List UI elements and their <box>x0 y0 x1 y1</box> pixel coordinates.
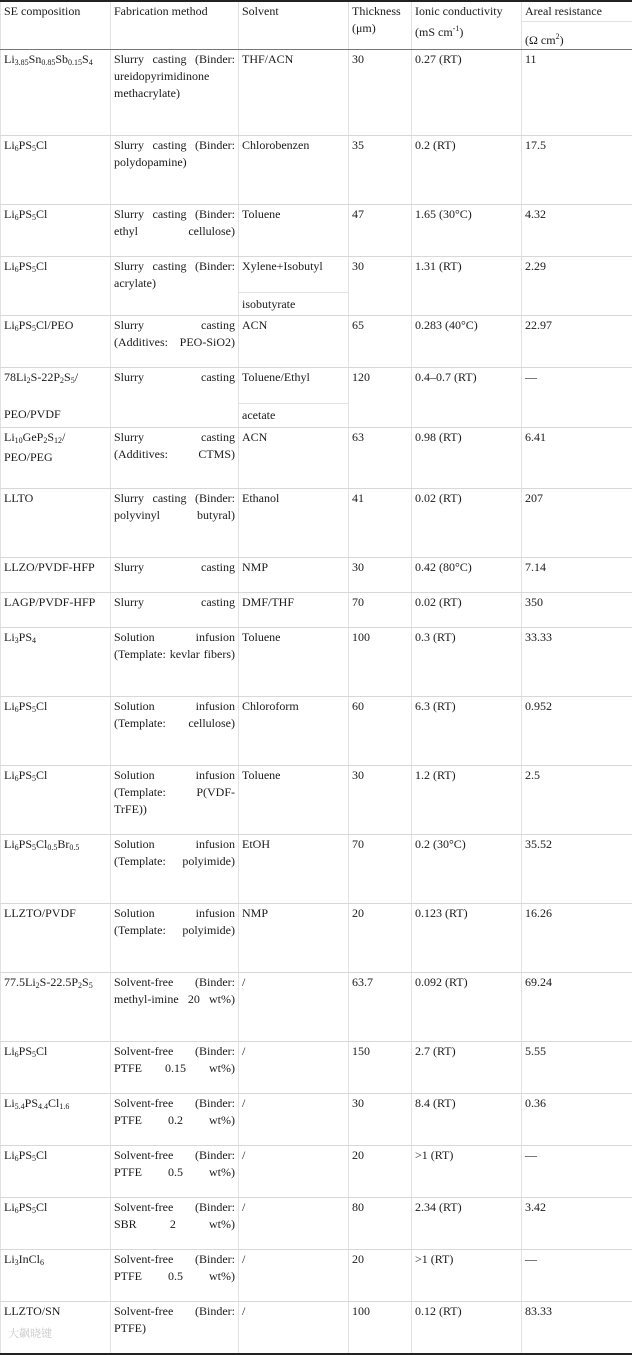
table-row <box>1 1042 632 1094</box>
cell-method: Slurry casting <box>111 368 239 428</box>
solvent-text: NMP <box>242 560 268 574</box>
cell-composition <box>1 973 111 1042</box>
cell-thickness: 80 <box>349 1198 412 1250</box>
cell-resistance: 16.26 <box>522 904 632 973</box>
cell-solvent <box>239 257 349 316</box>
cell-conductivity: 0.98 (RT) <box>412 428 522 489</box>
cell-solvent <box>239 205 349 257</box>
composition-text: $78Li_2S-22P_2S_5/$ <box>4 370 78 384</box>
header-thickness-label: Thickness <box>352 4 401 18</box>
table-row <box>1 628 632 697</box>
cell-method: Slurry casting (Binder: ureidopyrimidinone methacrylate) <box>111 50 239 136</box>
cell-composition <box>1 697 111 766</box>
solvent-text: Xylene+Isobutyl <box>242 259 323 273</box>
cell-solvent <box>239 628 349 697</box>
cell-composition <box>1 136 111 205</box>
cell-conductivity: 0.4–0.7 (RT) <box>412 368 522 428</box>
cell-composition <box>1 766 111 835</box>
header-thickness-unit: (μm) <box>352 21 376 35</box>
cell-solvent <box>239 136 349 205</box>
composition-text: $Li_6PS_5Cl_{0.5}Br_{0.5}$ <box>4 837 79 851</box>
cell-resistance: 3.42 <box>522 1198 632 1250</box>
solvent-text: / <box>242 1096 245 1110</box>
composition-text: $Li_6PS_5Cl$ <box>4 138 47 152</box>
table-row <box>1 316 632 368</box>
cell-method: Solution infusion (Template: P(VDF-TrFE)) <box>111 766 239 835</box>
table-row <box>1 558 632 593</box>
table-row <box>1 368 632 428</box>
composition-text: LAGP/PVDF-HFP <box>4 595 95 609</box>
cell-solvent <box>239 697 349 766</box>
table-row <box>1 50 632 136</box>
cell-thickness: 60 <box>349 697 412 766</box>
cell-solvent <box>239 904 349 973</box>
composition-text: $Li_6PS_5Cl$ <box>4 1200 47 1214</box>
cell-method: Solvent-free (Binder: methyl-imine 20 wt%) <box>111 973 239 1042</box>
cell-conductivity: 1.2 (RT) <box>412 766 522 835</box>
header-solvent: Solvent <box>239 1 349 50</box>
table-row <box>1 1302 632 1355</box>
cell-composition <box>1 1198 111 1250</box>
cell-composition <box>1 50 111 136</box>
cell-method: Solution infusion (Template: polyimide) <box>111 904 239 973</box>
cell-composition <box>1 316 111 368</box>
cell-composition <box>1 628 111 697</box>
cell-method: Slurry casting <box>111 558 239 593</box>
cell-resistance: 0.36 <box>522 1094 632 1146</box>
cell-conductivity: 8.4 (RT) <box>412 1094 522 1146</box>
composition-text: $Li_6PS_5Cl$ <box>4 1044 47 1058</box>
composition-continuation: PEO/PVDF <box>4 406 107 423</box>
composition-text: $Li_6PS_5Cl$ <box>4 699 47 713</box>
solvent-text: ACN <box>242 430 267 444</box>
cell-resistance: 4.32 <box>522 205 632 257</box>
cell-thickness: 70 <box>349 835 412 904</box>
cell-solvent <box>239 316 349 368</box>
solvent-text: Toluene/Ethyl <box>242 370 310 384</box>
table-row <box>1 257 632 316</box>
solvent-text: THF/ACN <box>242 52 293 66</box>
cell-resistance: — <box>522 1146 632 1198</box>
cell-composition <box>1 558 111 593</box>
cell-conductivity: 0.42 (80°C) <box>412 558 522 593</box>
cell-solvent <box>239 368 349 428</box>
solvent-text: Toluene <box>242 768 280 782</box>
cell-thickness: 30 <box>349 257 412 316</box>
cell-method: Solution infusion (Template: cellulose) <box>111 697 239 766</box>
solvent-text: ACN <box>242 318 267 332</box>
table-row <box>1 136 632 205</box>
cell-composition <box>1 428 111 489</box>
cell-resistance: 22.97 <box>522 316 632 368</box>
cell-method: Slurry casting (Binder: polyvinyl butyral) <box>111 489 239 558</box>
header-thickness <box>349 1 412 50</box>
cell-solvent <box>239 50 349 136</box>
cell-composition <box>1 1042 111 1094</box>
solvent-continuation: isobutyrate <box>239 292 348 313</box>
cell-solvent <box>239 593 349 628</box>
cell-conductivity: 1.65 (30°C) <box>412 205 522 257</box>
solvent-text: / <box>242 1148 245 1162</box>
composition-text: $77.5Li_2S-22.5P_2S_5$ <box>4 975 93 989</box>
cell-thickness: 100 <box>349 1302 412 1355</box>
cell-resistance: 83.33 <box>522 1302 632 1355</box>
table-row <box>1 1250 632 1302</box>
table-row <box>1 1094 632 1146</box>
cell-method: Solvent-free (Binder: SBR 2 wt%) <box>111 1198 239 1250</box>
cell-conductivity: 0.2 (RT) <box>412 136 522 205</box>
cell-thickness: 100 <box>349 628 412 697</box>
solvent-text: NMP <box>242 906 268 920</box>
cell-solvent <box>239 1094 349 1146</box>
solvent-text: Toluene <box>242 207 280 221</box>
cell-conductivity: 0.02 (RT) <box>412 489 522 558</box>
cell-resistance: 0.952 <box>522 697 632 766</box>
composition-text: LLZTO/SN <box>4 1304 60 1318</box>
cell-thickness: 30 <box>349 1094 412 1146</box>
cell-method: Solvent-free (Binder: PTFE 0.5 wt%) <box>111 1250 239 1302</box>
cell-resistance: 33.33 <box>522 628 632 697</box>
table-row <box>1 489 632 558</box>
cell-thickness: 30 <box>349 766 412 835</box>
cell-conductivity: 0.2 (30°C) <box>412 835 522 904</box>
composition-text-2: PEO/PEG <box>4 450 53 464</box>
composition-text: $Li_6PS_5Cl$ <box>4 768 47 782</box>
solvent-text: / <box>242 1200 245 1214</box>
header-method: Fabrication method <box>111 1 239 50</box>
cell-method: Solution infusion (Template: polyimide) <box>111 835 239 904</box>
composition-text: $Li_{3.85}Sn_{0.85}Sb_{0.15}S_4$ <box>4 52 93 66</box>
cell-composition <box>1 257 111 316</box>
cell-resistance: 7.14 <box>522 558 632 593</box>
cell-solvent <box>239 1198 349 1250</box>
cell-composition <box>1 904 111 973</box>
cell-thickness: 30 <box>349 50 412 136</box>
cell-composition <box>1 1250 111 1302</box>
cell-method: Slurry casting (Binder: polydopamine) <box>111 136 239 205</box>
cell-composition <box>1 489 111 558</box>
composition-text: $Li_6PS_5Cl$ <box>4 1148 47 1162</box>
cell-conductivity: 0.123 (RT) <box>412 904 522 973</box>
cell-thickness: 35 <box>349 136 412 205</box>
cell-solvent <box>239 558 349 593</box>
cell-resistance: 69.24 <box>522 973 632 1042</box>
solvent-continuation: acetate <box>239 403 348 424</box>
table-row <box>1 593 632 628</box>
table-row <box>1 1198 632 1250</box>
solvent-text: EtOH <box>242 837 270 851</box>
cell-method: Slurry casting (Additives: PEO-SiO2) <box>111 316 239 368</box>
cell-composition <box>1 1094 111 1146</box>
cell-thickness: 47 <box>349 205 412 257</box>
cell-thickness: 63.7 <box>349 973 412 1042</box>
solvent-text: / <box>242 975 245 989</box>
cell-resistance: — <box>522 368 632 428</box>
header-resistance: Areal resistance <box>522 1 632 22</box>
header-conductivity <box>412 1 522 50</box>
cell-method: Slurry casting (Additives: CTMS) <box>111 428 239 489</box>
cell-conductivity: >1 (RT) <box>412 1146 522 1198</box>
table-row <box>1 428 632 489</box>
composition-text: LLZTO/PVDF <box>4 906 76 920</box>
cell-solvent <box>239 428 349 489</box>
cell-conductivity: 6.3 (RT) <box>412 697 522 766</box>
cell-thickness: 63 <box>349 428 412 489</box>
cell-solvent <box>239 1042 349 1094</box>
composition-text: LLTO <box>4 491 33 505</box>
table-row <box>1 973 632 1042</box>
cell-conductivity: 0.27 (RT) <box>412 50 522 136</box>
table-row <box>1 697 632 766</box>
cell-resistance: 207 <box>522 489 632 558</box>
solvent-text: Chlorobenzen <box>242 138 309 152</box>
cell-thickness: 65 <box>349 316 412 368</box>
header-conductivity-label: Ionic conductivity <box>415 4 503 18</box>
cell-solvent <box>239 1250 349 1302</box>
cell-conductivity: 0.092 (RT) <box>412 973 522 1042</box>
cell-conductivity: 0.283 (40°C) <box>412 316 522 368</box>
cell-composition <box>1 593 111 628</box>
cell-resistance: 350 <box>522 593 632 628</box>
cell-resistance: 35.52 <box>522 835 632 904</box>
cell-method: Solvent-free (Binder: PTFE 0.15 wt%) <box>111 1042 239 1094</box>
header-conductivity-unit: (mS $cm^{-1}$) <box>415 25 463 39</box>
cell-resistance: 2.5 <box>522 766 632 835</box>
header-resistance-unit: (Ω $cm^2$) <box>522 22 632 50</box>
cell-resistance: 5.55 <box>522 1042 632 1094</box>
composition-text: $Li_6PS_5Cl$ <box>4 259 47 273</box>
cell-thickness: 20 <box>349 904 412 973</box>
cell-composition <box>1 1146 111 1198</box>
solvent-text: / <box>242 1252 245 1266</box>
cell-conductivity: 1.31 (RT) <box>412 257 522 316</box>
cell-resistance: 17.5 <box>522 136 632 205</box>
solvent-text: DMF/THF <box>242 595 294 609</box>
table-row <box>1 766 632 835</box>
table-row <box>1 904 632 973</box>
table-row <box>1 205 632 257</box>
composition-text: $Li_{5.4}PS_{4.4}Cl_{1.6}$ <box>4 1096 69 1110</box>
cell-composition <box>1 205 111 257</box>
composition-text: $Li_6PS_5Cl$/PEO <box>4 318 73 332</box>
table-header-row <box>1 1 632 22</box>
composition-text: $Li_6PS_5Cl$ <box>4 207 47 221</box>
solvent-text: Chloroform <box>242 699 299 713</box>
header-composition: SE composition <box>1 1 111 50</box>
cell-conductivity: 0.12 (RT) <box>412 1302 522 1355</box>
cell-method: Slurry casting (Binder: acrylate) <box>111 257 239 316</box>
cell-method: Solvent-free (Binder: PTFE 0.5 wt%) <box>111 1146 239 1198</box>
cell-thickness: 150 <box>349 1042 412 1094</box>
table-row <box>1 1146 632 1198</box>
solvent-text: / <box>242 1304 245 1318</box>
cell-solvent <box>239 973 349 1042</box>
table-row <box>1 835 632 904</box>
solvent-text: Toluene <box>242 630 280 644</box>
cell-solvent <box>239 1302 349 1355</box>
cell-conductivity: 2.34 (RT) <box>412 1198 522 1250</box>
composition-text: LLZO/PVDF-HFP <box>4 560 95 574</box>
cell-thickness: 20 <box>349 1146 412 1198</box>
cell-resistance: 6.41 <box>522 428 632 489</box>
cell-solvent <box>239 489 349 558</box>
cell-resistance: — <box>522 1250 632 1302</box>
cell-method: Solution infusion (Template: kevlar fibers) <box>111 628 239 697</box>
cell-conductivity: 0.02 (RT) <box>412 593 522 628</box>
cell-solvent <box>239 1146 349 1198</box>
cell-solvent <box>239 766 349 835</box>
cell-resistance: 11 <box>522 50 632 136</box>
composition-text: $Li_3PS_4$ <box>4 630 36 644</box>
cell-composition <box>1 835 111 904</box>
composition-text: $Li_{10}GeP_2S_{12}/$ <box>4 430 65 444</box>
cell-resistance: 2.29 <box>522 257 632 316</box>
cell-thickness: 70 <box>349 593 412 628</box>
cell-method: Solvent-free (Binder: PTFE 0.2 wt%) <box>111 1094 239 1146</box>
cell-conductivity: >1 (RT) <box>412 1250 522 1302</box>
cell-conductivity: 0.3 (RT) <box>412 628 522 697</box>
cell-composition <box>1 368 111 428</box>
watermark: 大飙晓键 <box>8 1325 52 1341</box>
cell-thickness: 120 <box>349 368 412 428</box>
cell-method: Slurry casting <box>111 593 239 628</box>
cell-method: Solvent-free (Binder: PTFE) <box>111 1302 239 1355</box>
cell-method: Slurry casting (Binder: ethyl cellulose) <box>111 205 239 257</box>
cell-solvent <box>239 835 349 904</box>
cell-thickness: 41 <box>349 489 412 558</box>
composition-text: $Li_3InCl_6$ <box>4 1252 44 1266</box>
solvent-text: Ethanol <box>242 491 279 505</box>
cell-conductivity: 2.7 (RT) <box>412 1042 522 1094</box>
cell-thickness: 20 <box>349 1250 412 1302</box>
solvent-text: / <box>242 1044 245 1058</box>
cell-thickness: 30 <box>349 558 412 593</box>
